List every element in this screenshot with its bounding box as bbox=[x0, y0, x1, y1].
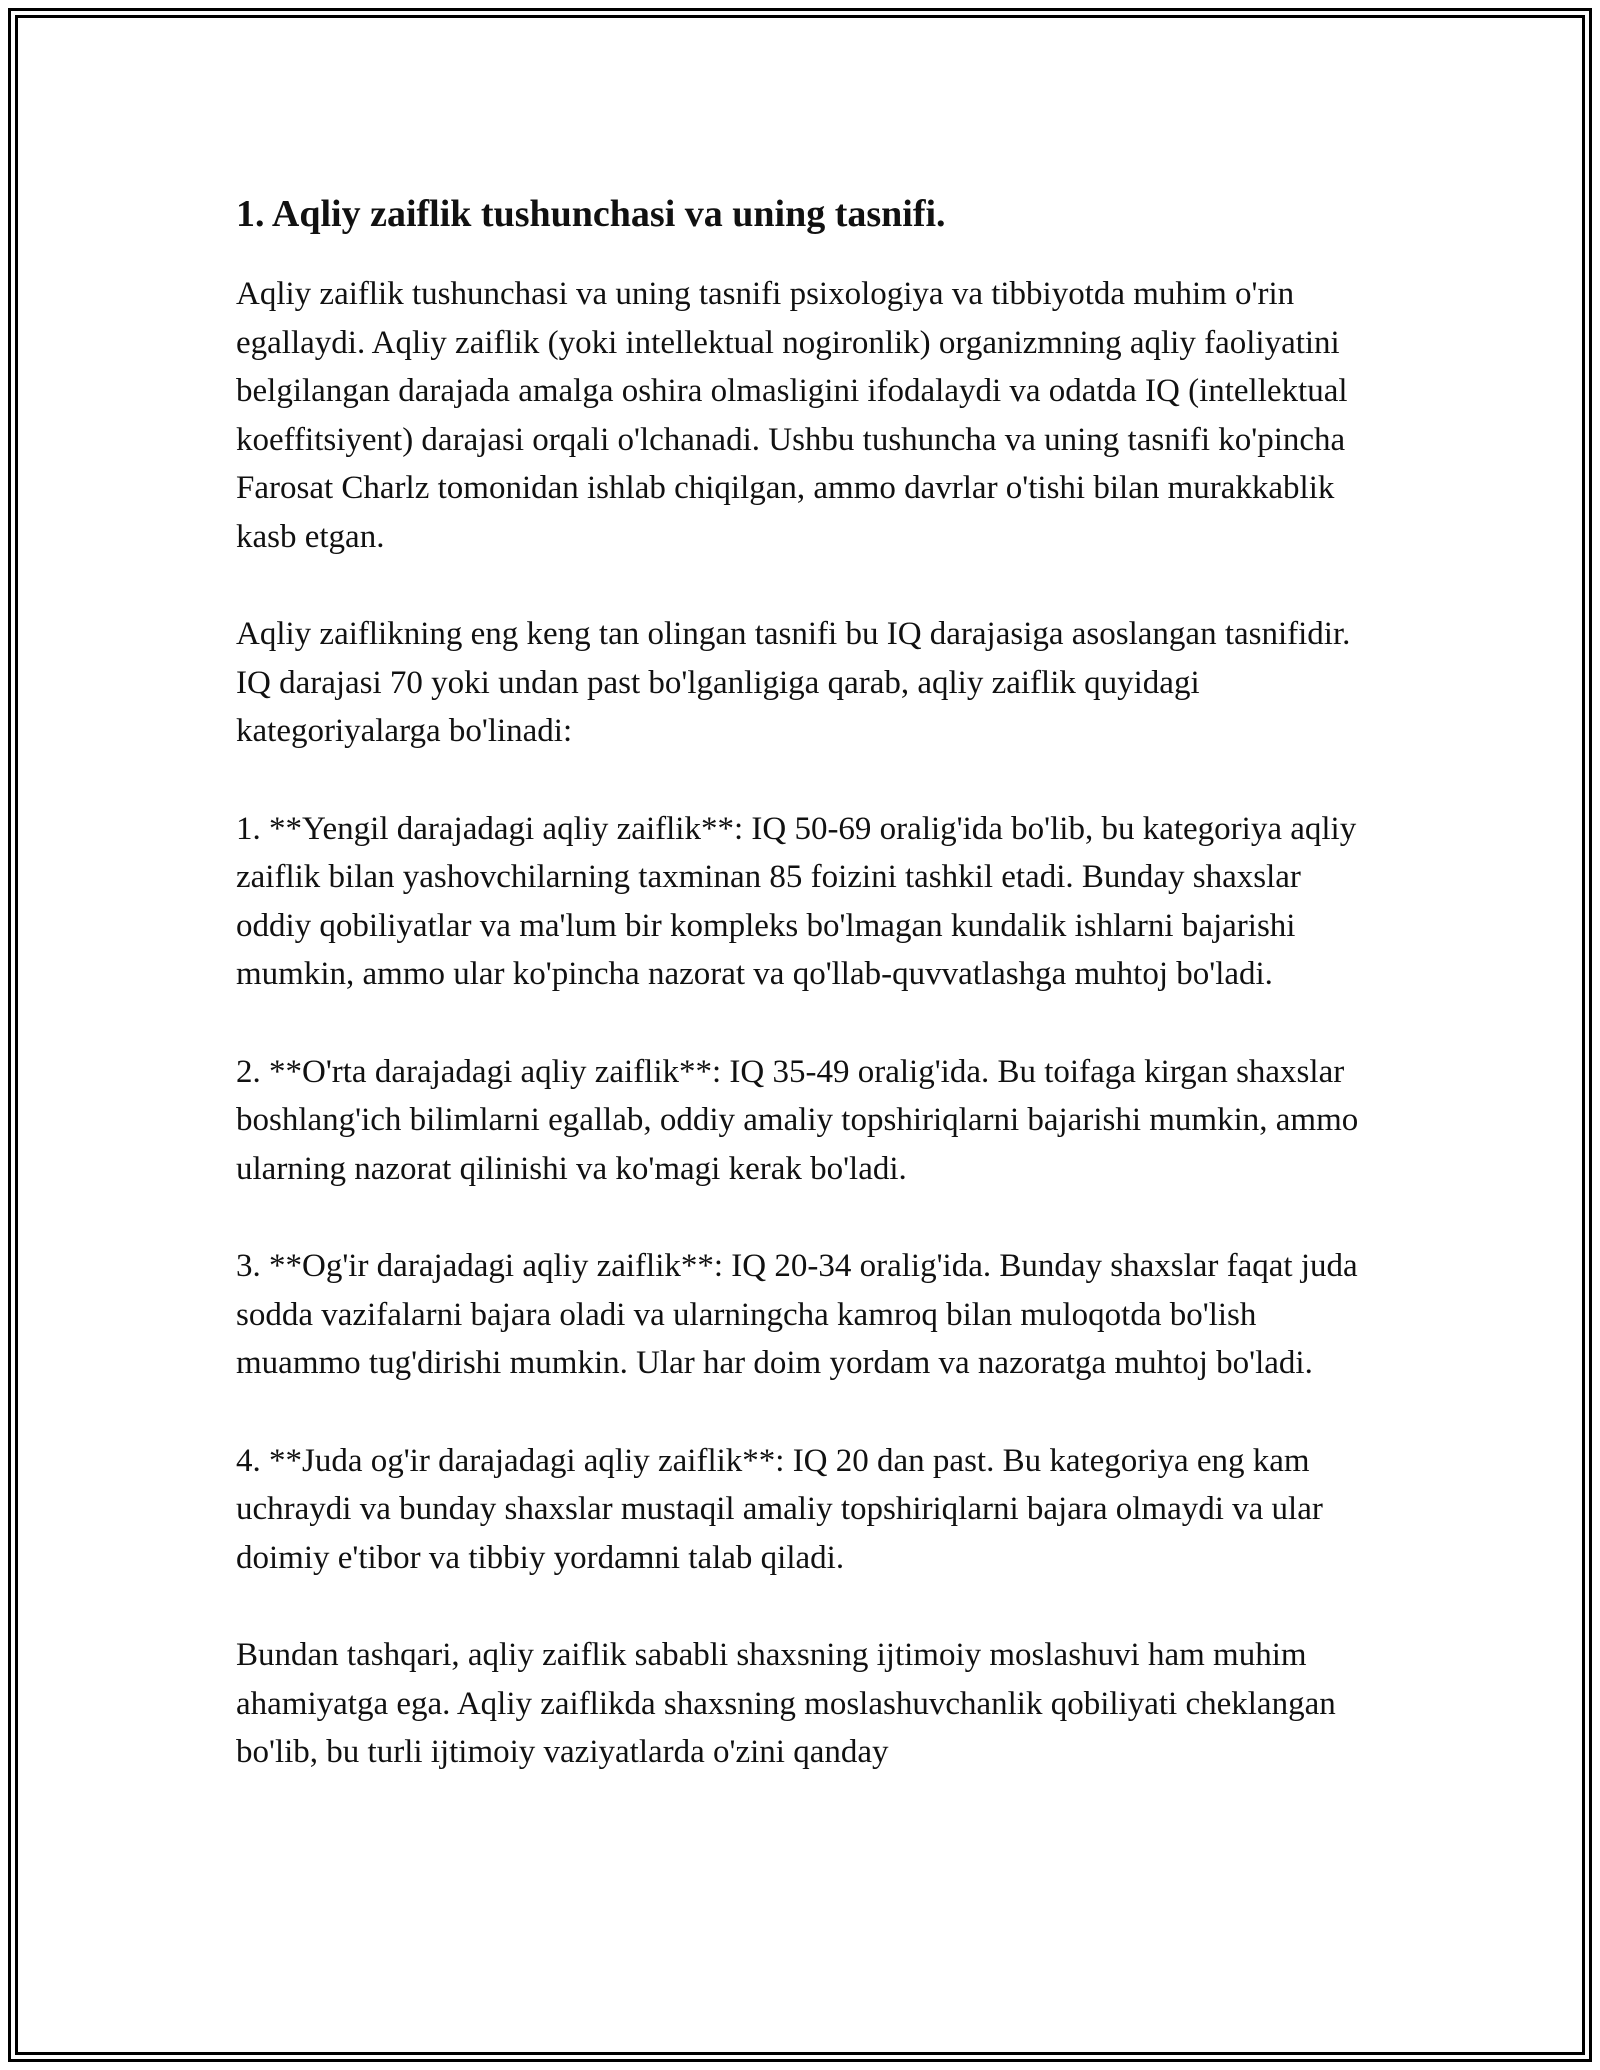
paragraph-mild: 1. **Yengil darajadagi aqliy zaiflik**: IQ 50-69 oralig'ida bo'lib, bu kategoriya aqliy zaiflik bilan yashovchilarning taxminan 85 foizini tashkil etadi. Bunday shaxslar oddiy qobiliyatlar va ma'lum bir kompleks bo'lmagan kundalik ishlarni bajarishi mumkin, ammo ular ko'pincha nazorat va qo'llab-quvvatlashga muhtoj bo'ladi. bbox=[236, 810, 1357, 992]
section-heading: 1. Aqliy zaiflik tushunchasi va uning tasnifi. bbox=[236, 193, 946, 235]
paragraph-severe: 3. **Og'ir darajadagi aqliy zaiflik**: IQ 20-34 oralig'ida. Bunday shaxslar faqat juda sodda vazifalarni bajara oladi va ularningcha kamroq bilan muloqotda bo'lish muammo tug'dirishi mumkin. Ular har doim yordam va nazoratga muhtoj bo'ladi. bbox=[236, 1248, 1358, 1381]
paragraph-classification: Aqliy zaiflikning eng keng tan olingan tasnifi bu IQ darajasiga asoslangan tasnifidir. IQ darajasi 70 yoki undan past bo'lganligiga qarab, aqliy zaiflik quyidagi kategoriyalarga bo'linadi: bbox=[236, 616, 1351, 749]
document-body bbox=[236, 186, 1366, 1826]
paragraph-profound: 4. **Juda og'ir darajadagi aqliy zaiflik**: IQ 20 dan past. Bu kategoriya eng kam uchraydi va bunday shaxslar mustaqil amaliy topshiriqlarni bajara olmaydi va ular doimiy e'tibor va tibbiy yordamni talab qiladi. bbox=[236, 1442, 1323, 1576]
paragraph-moderate: 2. **O'rta darajadagi aqliy zaiflik**: IQ 35-49 oralig'ida. Bu toifaga kirgan shaxslar boshlang'ich bilimlarni egallab, oddiy amaliy topshiriqlarni bajarishi mumkin, ammo ularning nazorat qilinishi va ko'magi kerak bo'ladi. bbox=[236, 1053, 1359, 1187]
paragraph-intro: Aqliy zaiflik tushunchasi va uning tasnifi psixologiya va tibbiyotda muhim o'rin egallaydi. Aqliy zaiflik (yoki intellektual nogironlik) organizmning aqliy faoliyatini belgilangan darajada amalga oshira olmasligini ifodalaydi va odatda IQ (intellektual koeffitsiyent) darajasi orqali o'lchanadi. Ushbu tushuncha va uning tasnifi ko'pincha Farosat Charlz tomonidan ishlab chiqilgan, ammo davrlar o'tishi bilan murakkablik kasb etgan. bbox=[236, 276, 1348, 555]
paragraph-social-adaptation: Bundan tashqari, aqliy zaiflik sababli shaxsning ijtimoiy moslashuvi ham muhim ahamiyatga ega. Aqliy zaiflikda shaxsning moslashuvchanlik qobiliyati cheklangan bo'lib, bu turli ijtimoiy vaziyatlarda o'zini qanday bbox=[236, 1637, 1336, 1770]
